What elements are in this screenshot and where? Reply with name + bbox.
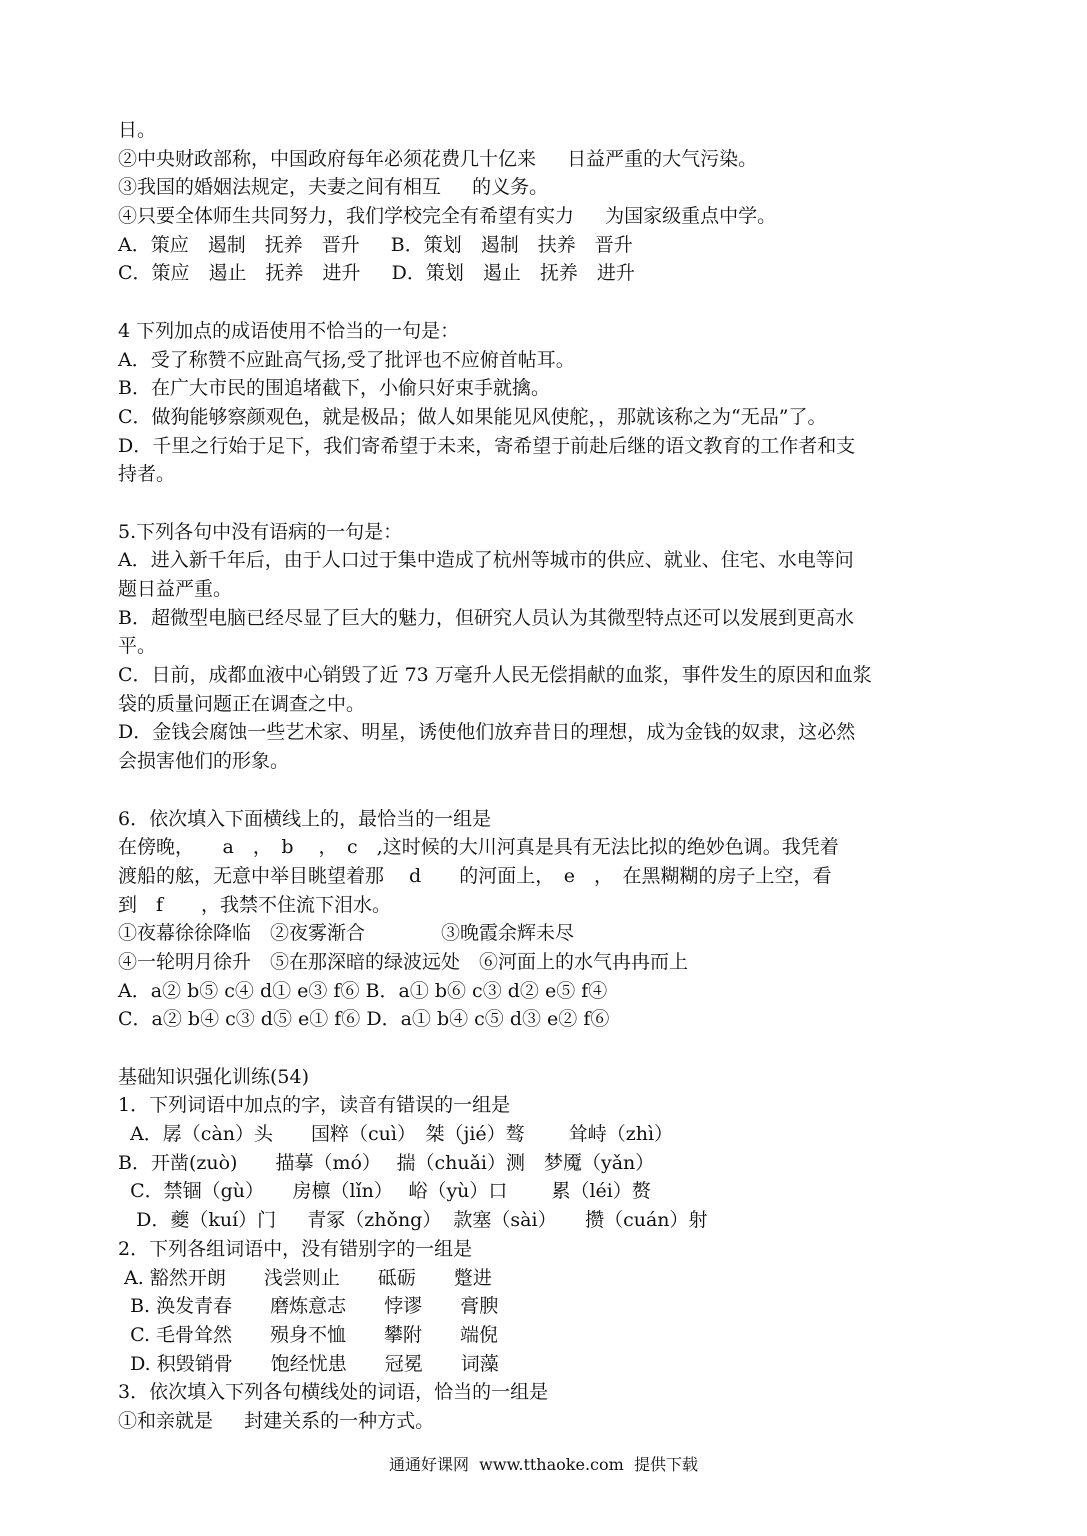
- text-line: B．开凿(zuò) 描摹（mó） 揣（chuǎi）测 梦魇（yǎn）: [118, 1151, 655, 1174]
- text-line: 6．依次填入下面横线上的，最恰当的一组是: [118, 807, 492, 830]
- text-line: 1．下列词语中加点的字，读音有错误的一组是: [118, 1094, 511, 1117]
- document-body: [118, 116, 978, 1436]
- text-line: ②中央财政部称，中国政府每年必须花费几十亿来 日益严重的大气污染。: [118, 147, 758, 170]
- text-line: A．受了称赞不应趾高气扬,受了批评也不应俯首帖耳。: [118, 348, 575, 371]
- text-line: C．做狗能够察颜观色，就是极品；做人如果能见风使舵，，那就该称之为“无品”了。: [118, 405, 827, 428]
- text-line: 渡船的舷，无意中举目眺望着那 d 的河面上， e ， 在黑糊糊的房子上空，看: [118, 864, 832, 887]
- text-line: 持者。: [118, 463, 176, 486]
- text-line: 日。: [118, 119, 157, 141]
- text-line: A．进入新千年后，由于人口过于集中造成了杭州等城市的供应、就业、住宅、水电等问: [118, 549, 854, 572]
- text-line: 5.下列各句中没有语病的一句是：: [118, 520, 403, 543]
- text-line: ①和亲就是 封建关系的一种方式。: [118, 1409, 435, 1432]
- text-line: 3．依次填入下列各句横线处的词语，恰当的一组是: [118, 1381, 549, 1404]
- text-line: D. 积毁销骨 饱经忧患 冠冕 词藻: [118, 1352, 499, 1375]
- text-line: D．夔（kuí）门 青冢（zhǒng） 款塞（sài） 攒（cuán）射: [118, 1209, 708, 1232]
- text-line: 2．下列各组词语中，没有错别字的一组是: [118, 1237, 473, 1260]
- paragraph-gap: [118, 489, 978, 518]
- text-line: 平。: [118, 635, 157, 658]
- text-line: C．a② b④ c③ d⑤ e① f⑥ D．a① b④ c⑤ d③ e② f⑥: [118, 1008, 610, 1031]
- text-line: ①夜幕徐徐降临 ②夜雾渐合 ③晚霞余辉未尽: [118, 922, 575, 945]
- page-footer: 通通好课网 www.tthaoke.com 提供下载: [389, 1455, 698, 1474]
- text-line: D．千里之行始于足下，我们寄希望于未来，寄希望于前赴后继的语文教育的工作者和支: [118, 434, 856, 457]
- text-line: 会损害他们的形象。: [118, 750, 290, 773]
- text-line: ④一轮明月徐升 ⑤在那深暗的绿波远处 ⑥河面上的水气冉冉而上: [118, 950, 689, 973]
- text-line: B．超微型电脑已经尽显了巨大的魅力，但研究人员认为其微型特点还可以发展到更高水: [118, 606, 854, 629]
- text-line: A．策应 遏制 抚养 晋升 B．策划 遏制 扶养 晋升: [118, 233, 633, 256]
- paragraph-gap: [118, 776, 978, 805]
- text-line: A．a② b⑤ c④ d① e③ f⑥ B．a① b⑥ c③ d② e⑤ f④: [118, 979, 608, 1002]
- text-line: C．禁锢（gù） 房檩（lǐn） 峪（yù）口 累（léi）赘: [118, 1180, 651, 1203]
- text-line: 4 下列加点的成语使用不恰当的一句是：: [118, 319, 460, 342]
- paragraph-gap: [118, 288, 978, 317]
- text-line: A. 豁然开朗 浅尝则止 砥砺 蹩进: [118, 1266, 492, 1289]
- text-line: ④只要全体师生共同努力，我们学校完全有希望有实力 为国家级重点中学。: [118, 205, 777, 228]
- text-line: 在傍晚， a ， b ， c ,这时候的大川河真是具有无法比拟的绝妙色调。我凭着: [118, 836, 839, 859]
- text-line: C. 毛骨耸然 殒身不恤 攀附 端倪: [118, 1323, 499, 1346]
- text-line: A．孱（càn）头 国粹（cuì） 桀（jié）骜 耸峙（zhì）: [118, 1123, 674, 1146]
- text-line: ③我国的婚姻法规定，夫妻之间有相互 的义务。: [118, 176, 549, 199]
- text-line: C．日前，成都血液中心销毁了近 73 万毫升人民无偿捐献的血浆，事件发生的原因和血浆: [118, 664, 872, 687]
- text-line: B. 涣发青春 磨炼意志 悖谬 膏腴: [118, 1295, 499, 1318]
- text-line: 到 f ，我禁不住流下泪水。: [118, 893, 392, 916]
- text-line: C．策应 遏止 抚养 进升 D．策划 遏止 抚养 进升: [118, 262, 635, 285]
- text-line: 袋的质量问题正在调查之中。: [118, 692, 366, 715]
- text-line: 题日益严重。: [118, 578, 233, 600]
- text-line: D．金钱会腐蚀一些艺术家、明星，诱使他们放弃昔日的理想，成为金钱的奴隶，这必然: [118, 721, 856, 744]
- text-line: 基础知识强化训练(54): [118, 1065, 310, 1088]
- paragraph-gap: [118, 1034, 978, 1063]
- text-line: B．在广大市民的围追堵截下，小偷只好束手就擒。: [118, 377, 550, 400]
